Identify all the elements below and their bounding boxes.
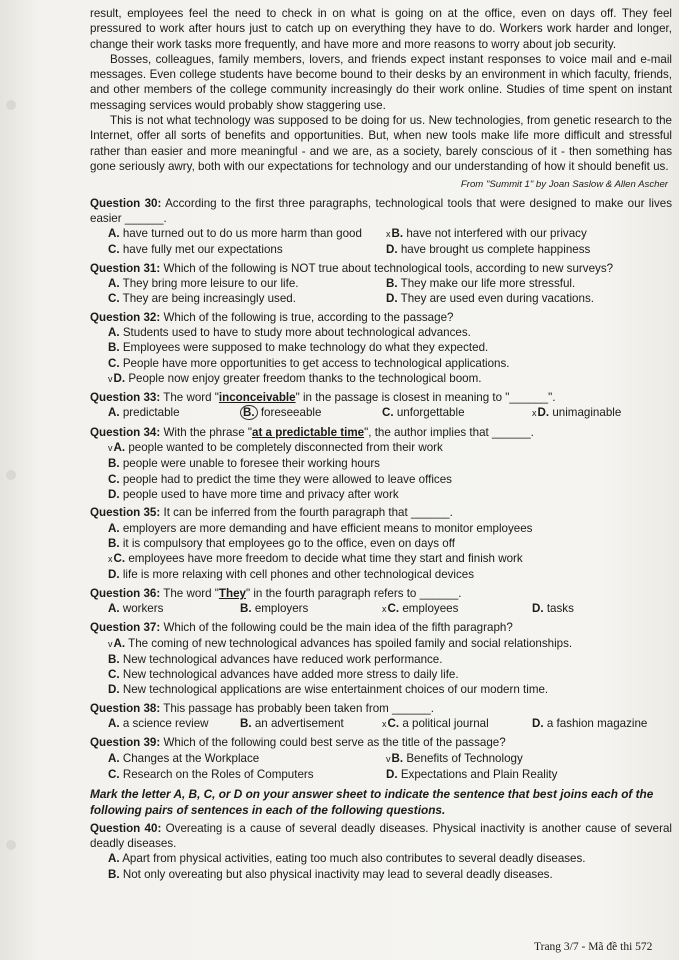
cross-mark-icon: x [382, 719, 387, 730]
option-letter: C. [108, 292, 120, 306]
option-text: tasks [546, 601, 574, 615]
question-keyword: They [218, 586, 246, 600]
options [90, 440, 672, 502]
option-letter: C. [113, 552, 126, 566]
option-text: Benefits of Technology [406, 751, 523, 765]
option-text: foreseeable [260, 406, 322, 420]
option-letter: B. [108, 867, 120, 881]
option-text: New technological advances have reduced work performance. [122, 652, 443, 666]
option-letter: D. [108, 683, 120, 697]
question-text [90, 425, 672, 440]
option-a[interactable] [108, 751, 386, 767]
option-text: Expectations and Plain Reality [400, 767, 558, 781]
option-text: New technological advances have added more stress to daily life. [122, 668, 459, 682]
option-letter: A. [108, 717, 120, 731]
option-letter: B. [386, 277, 398, 291]
option-text: have turned out to do us more harm than good [122, 227, 362, 241]
question-stem-start: With the phrase " [163, 425, 253, 439]
question-text [90, 390, 672, 405]
question-31 [90, 261, 672, 307]
question-30 [90, 196, 672, 258]
option-text: have brought us complete happiness [400, 243, 591, 257]
option-c[interactable] [108, 551, 672, 567]
option-letter: A. [108, 277, 120, 291]
options [90, 601, 672, 617]
option-text: it is compulsory that employees go to the office, even on days off [122, 536, 455, 550]
option-d[interactable] [108, 487, 672, 502]
question-text [90, 505, 672, 520]
check-mark-icon: v [108, 443, 113, 454]
option-a[interactable] [108, 716, 240, 732]
option-b[interactable] [240, 716, 382, 732]
option-b[interactable] [108, 340, 672, 355]
question-stem: It can be inferred from the fourth paragraph that ______. [163, 506, 453, 520]
question-label: Question 31: [90, 261, 161, 275]
options [90, 226, 672, 258]
option-letter: D. [386, 243, 398, 257]
option-letter: B. [108, 652, 120, 666]
option-a[interactable] [108, 636, 672, 652]
page-content [90, 6, 672, 882]
option-a[interactable] [108, 325, 672, 340]
option-text: workers [122, 601, 164, 615]
option-letter: B. [391, 751, 404, 765]
options [90, 751, 672, 783]
options [90, 521, 672, 583]
option-d[interactable] [532, 716, 679, 732]
option-letter: D. [537, 406, 550, 420]
option-c[interactable] [108, 242, 386, 257]
option-a[interactable] [108, 405, 240, 421]
option-b[interactable] [386, 226, 679, 242]
question-text [90, 735, 672, 750]
passage-paragraph: Bosses, colleagues, family members, lovers, and friends expect instant responses to voice mail and e-mail messages. Even college students have become bound to their desks by an environment in which faculty, friends, and other members of the college community increasingly do their work online. Studies of time spent on instant messaging services would probably show staggering use. [90, 52, 672, 112]
question-label: Question 40: [90, 821, 162, 835]
question-stem-end: " in the fourth paragraph refers to ______. [245, 586, 462, 600]
option-a[interactable] [108, 226, 386, 242]
question-37 [90, 620, 672, 697]
question-34 [90, 425, 672, 502]
question-label: Question 37: [90, 621, 161, 635]
option-a[interactable] [108, 276, 386, 291]
option-text: Apart from physical activities, eating too much also contributes to several deadly diseases. [122, 852, 586, 866]
option-letter: D. [108, 487, 120, 501]
punch-hole [6, 100, 16, 110]
option-c[interactable] [108, 667, 672, 682]
passage-source: From "Summit 1" by Joan Saslow & Allen Ascher [460, 179, 668, 191]
option-b[interactable] [386, 751, 679, 767]
option-letter: C. [387, 601, 400, 615]
option-b[interactable] [386, 276, 679, 291]
option-d[interactable] [386, 242, 679, 257]
option-a[interactable] [108, 601, 240, 617]
option-text: an advertisement [254, 717, 344, 731]
question-32 [90, 310, 672, 387]
question-text [90, 620, 672, 635]
question-38 [90, 701, 672, 733]
option-c[interactable] [108, 767, 386, 782]
question-39 [90, 735, 672, 782]
option-text: They bring more leisure to our life. [122, 277, 299, 291]
option-text: a fashion magazine [546, 717, 648, 731]
question-stem: According to the first three paragraphs, technological tools that were designed to make our lives easier ______. [90, 196, 672, 225]
option-letter: A. [108, 521, 120, 535]
question-text [90, 821, 672, 852]
option-a[interactable] [108, 851, 672, 866]
option-d[interactable] [108, 682, 672, 697]
question-text [90, 310, 672, 325]
question-stem: Which of the following could be the main idea of the fifth paragraph? [163, 621, 513, 635]
question-text [90, 196, 672, 227]
option-text: They are used even during vacations. [400, 292, 594, 306]
option-letter: A. [113, 441, 126, 455]
option-text: employers [254, 601, 309, 615]
question-stem: Which of the following could best serve as the title of the passage? [163, 736, 506, 750]
option-letter: B. [240, 405, 258, 420]
cross-mark-icon: x [532, 408, 537, 419]
option-letter: A. [113, 636, 126, 650]
question-label: Question 36: [90, 586, 161, 600]
option-letter: C. [387, 717, 400, 731]
option-letter: B. [240, 717, 252, 731]
option-b[interactable] [108, 456, 672, 471]
cross-mark-icon: x [108, 554, 113, 565]
option-text: life is more relaxing with cell phones and other technological devices [122, 568, 475, 582]
page-footer: Trang 3/7 - Mã đề thi 572 [534, 941, 653, 953]
question-stem-end: ", the author implies that ______. [364, 425, 534, 439]
options [90, 276, 672, 307]
option-a[interactable] [108, 521, 672, 536]
question-keyword: inconceivable [218, 391, 296, 405]
option-letter: C. [108, 668, 120, 682]
option-letter: A. [108, 852, 120, 866]
option-text: employees have more freedom to decide what time they start and finish work [128, 552, 523, 566]
question-stem: Which of the following is NOT true about technological tools, according to new surveys? [163, 261, 614, 275]
question-label: Question 39: [90, 736, 161, 750]
option-text: predictable [122, 406, 180, 420]
option-letter: D. [108, 568, 120, 582]
punch-hole [6, 840, 16, 850]
option-text: employees [402, 601, 459, 615]
option-letter: C. [108, 472, 120, 486]
check-mark-icon: v [108, 373, 113, 384]
option-letter: B. [108, 457, 120, 471]
question-35 [90, 505, 672, 582]
question-label: Question 32: [90, 310, 161, 324]
option-c[interactable] [382, 405, 532, 421]
option-d[interactable] [108, 567, 672, 582]
option-text: a political journal [402, 717, 489, 731]
question-label: Question 33: [90, 391, 161, 405]
option-text: have not interfered with our privacy [406, 227, 587, 241]
option-letter: A. [108, 406, 120, 420]
cross-mark-icon: x [386, 229, 391, 240]
option-letter: B. [240, 601, 252, 615]
question-33 [90, 390, 672, 422]
option-text: employers are more demanding and have efficient means to monitor employees [122, 521, 533, 535]
option-b[interactable] [108, 867, 672, 882]
option-d[interactable] [386, 767, 679, 782]
option-text: New technological applications are wise entertainment choices of our modern time. [122, 683, 549, 697]
option-letter: C. [108, 767, 120, 781]
option-d[interactable] [108, 371, 672, 387]
option-text: Not only overeating but also physical inactivity may lead to several deadly diseases. [122, 867, 553, 881]
passage-paragraph-end: result, employees feel the need to check in on what is going on at the office, even on days off. They feel pressured to work after hours just to catch up on everything they have to do. Workers work harder and longer, change their work tasks more frequently, and have more and more reasons to worry about job security. [90, 7, 672, 51]
option-c[interactable] [108, 291, 386, 306]
option-c[interactable] [108, 356, 672, 371]
option-d[interactable] [532, 601, 679, 617]
question-text [90, 261, 672, 276]
option-text: People have more opportunities to get access to technological applications. [122, 356, 510, 370]
question-stem-start: The word " [163, 391, 219, 405]
question-keyword: at a predictable time [252, 425, 365, 439]
option-text: people had to predict the time they were allowed to leave offices [122, 472, 452, 486]
option-d[interactable] [386, 291, 679, 306]
check-mark-icon: v [386, 753, 391, 764]
question-stem: This passage has probably been taken from ______. [163, 701, 434, 715]
option-letter: B. [108, 341, 120, 355]
check-mark-icon: v [108, 638, 113, 649]
option-b[interactable] [108, 536, 672, 551]
option-text: They make our life more stressful. [400, 277, 576, 291]
option-letter: D. [532, 717, 544, 731]
option-text: Changes at the Workplace [122, 751, 260, 765]
cross-mark-icon: x [382, 603, 387, 614]
option-letter: A. [108, 227, 120, 241]
option-letter: A. [108, 601, 120, 615]
option-letter: D. [386, 767, 398, 781]
question-text [90, 586, 672, 601]
option-text: People now enjoy greater freedom thanks to the technological boom. [128, 371, 482, 385]
option-letter: C. [108, 356, 120, 370]
option-text: Students used to have to study more about technological advances. [122, 325, 471, 339]
passage-paragraph: This is not what technology was supposed to be doing for us. New technologies, from genetic research to the Internet, offer all sorts of benefits and opportunities. But, when new tools make life more difficult and stressful rather than easier and more meaningful - and we are, as a society, barely conscious of it - then something has gone seriously awry, both with our expectations for technology and our understanding of how it should benefit us. [90, 114, 672, 173]
option-text: have fully met our expectations [122, 243, 283, 257]
question-list [90, 196, 672, 783]
question-stem: Which of the following is true, according to the passage? [163, 310, 454, 324]
option-letter: D. [386, 292, 398, 306]
question-label: Question 38: [90, 701, 161, 715]
options [90, 405, 672, 421]
option-text: unforgettable [396, 406, 465, 420]
option-c[interactable] [382, 716, 532, 732]
option-letter: C. [108, 243, 120, 257]
option-b[interactable] [240, 405, 382, 421]
option-text: people were unable to foresee their working hours [122, 457, 380, 471]
question-stem: Overeating is a cause of several deadly diseases. Physical inactivity is another cause of several deadly diseases. [90, 821, 672, 851]
option-letter: A. [108, 751, 120, 765]
option-letter: B. [108, 536, 120, 550]
option-letter: A. [108, 325, 120, 339]
option-letter: B. [391, 227, 404, 241]
option-letter: D. [532, 601, 544, 615]
question-40 [90, 821, 672, 882]
question-stem-end: " in the passage is closest in meaning to "______". [295, 391, 556, 405]
options [90, 851, 672, 882]
question-text [90, 701, 672, 716]
option-a[interactable] [108, 440, 672, 456]
punch-hole [6, 470, 16, 480]
section-instruction: Mark the letter A, B, C, or D on your answer sheet to indicate the sentence that best joins each of the following pairs of sentences in each of the following questions. [90, 787, 654, 817]
question-36 [90, 586, 672, 618]
option-text: Research on the Roles of Computers [122, 767, 314, 781]
option-d[interactable] [532, 405, 679, 421]
question-stem-start: The word " [163, 586, 219, 600]
option-letter: C. [382, 406, 394, 420]
question-label: Question 35: [90, 506, 161, 520]
option-text: unimaginable [552, 406, 622, 420]
question-label: Question 30: [90, 196, 162, 210]
option-b[interactable] [108, 652, 672, 667]
option-letter: D. [113, 371, 126, 385]
option-text: people used to have more time and privacy after work [122, 487, 399, 501]
option-text: The coming of new technological advances has spoiled family and social relationships. [128, 636, 573, 650]
option-text: Employees were supposed to make technology do what they expected. [122, 341, 489, 355]
option-text: people wanted to be completely disconnected from their work [128, 441, 443, 455]
option-b[interactable] [240, 601, 382, 617]
options [90, 636, 672, 698]
option-text: a science review [122, 717, 209, 731]
option-text: They are being increasingly used. [122, 292, 296, 306]
option-c[interactable] [382, 601, 532, 617]
question-label: Question 34: [90, 425, 161, 439]
options [90, 716, 672, 732]
options [90, 325, 672, 387]
option-c[interactable] [108, 472, 672, 487]
